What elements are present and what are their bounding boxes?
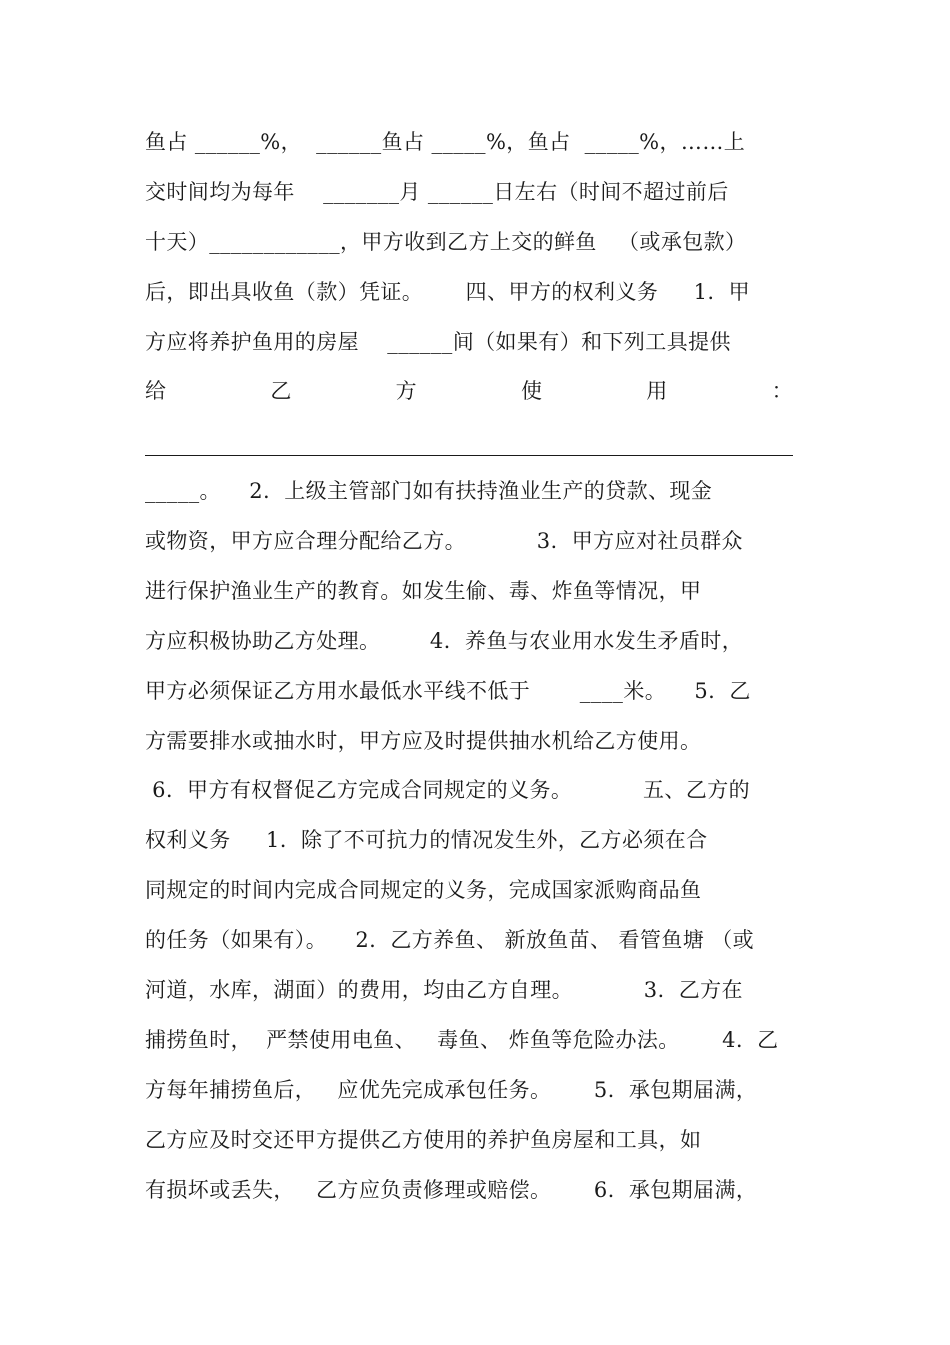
text-line: 捕捞鱼时， 严禁使用电鱼、 毒鱼、 炸鱼等危险办法。 4. 乙 [145,1028,779,1052]
justified-char: 乙 [270,379,292,403]
blank-fill-line [145,455,793,456]
text-line: _____。 2. 上级主管部门如有扶持渔业生产的贷款、现金 [145,479,713,503]
text-line: 河道，水库，湖面）的费用，均由乙方自理。 3. 乙方在 [145,978,743,1002]
text-line: 方需要排水或抽水时，甲方应及时提供抽水机给乙方使用。 [145,729,702,753]
text-line: 权利义务 1. 除了不可抗力的情况发生外，乙方必须在合 [145,828,708,852]
text-line: 方应将养护鱼用的房屋 ______间（如果有）和下列工具提供 [145,330,731,354]
text-line: 的任务（如果有）。 2. 乙方养鱼、 新放鱼苗、 看管鱼塘 （或 [145,928,755,952]
text-line: 甲方必须保证乙方用水最低水平线不低于 ____米。 5. 乙 [145,679,751,703]
text-line: 交时间均为每年 _______月 ______日左右（时间不超过前后 [145,180,729,204]
text-line: 十天）____________，甲方收到乙方上交的鲜鱼 （或承包款） [145,230,747,254]
text-line: 6. 甲方有权督促乙方完成合同规定的义务。 五、乙方的 [145,778,751,802]
text-line: 鱼占 ______%， ______鱼占 _____%，鱼占 _____%，……上 [145,130,746,154]
text-line: 进行保护渔业生产的教育。如发生偷、毒、炸鱼等情况，甲 [145,579,702,603]
justified-char: 使 [520,379,543,403]
text-line: 方应积极协助乙方处理。 4. 养鱼与农业用水发生矛盾时， [145,629,744,653]
text-line: 同规定的时间内完成合同规定的义务，完成国家派购商品鱼 [145,878,702,902]
justified-line [145,376,793,406]
justified-char: 给 [145,379,167,403]
text-line: 或物资，甲方应合理分配给乙方。 3. 甲方应对社员群众 [145,529,743,553]
justified-char: 用 [646,379,668,403]
text-line: 方每年捕捞鱼后， 应优先完成承包任务。 5. 承包期届满， [145,1078,758,1102]
text-line: 有损坏或丢失， 乙方应负责修理或赔偿。 6. 承包期届满， [145,1178,758,1202]
justified-char: ： [771,379,793,403]
text-line: 后，即出具收鱼（款）凭证。 四、甲方的权利义务 1. 甲 [145,280,751,304]
justified-char: 方 [395,379,418,403]
text-line: 乙方应及时交还甲方提供乙方使用的养护鱼房屋和工具，如 [145,1128,702,1152]
